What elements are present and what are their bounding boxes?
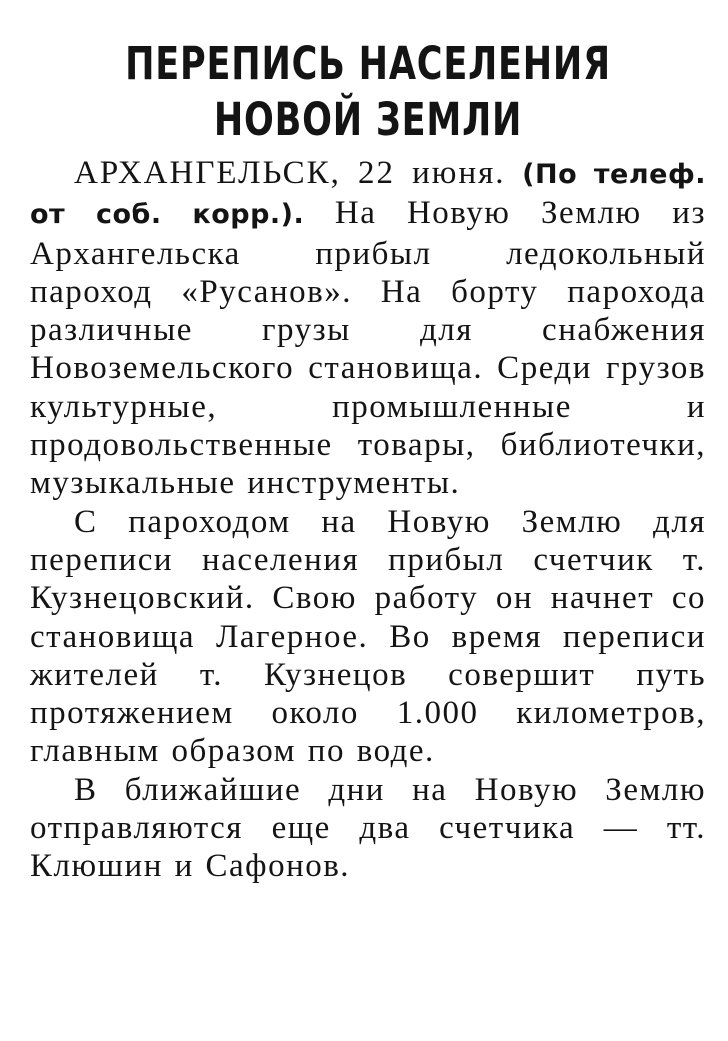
article-paragraph-1: [30, 154, 706, 503]
paragraph-1-text: На Новую Землю из Архангельска прибыл ледокольный пароход «Русанов». На борту парохода различные грузы для снабжения Новоземельского становища. Среди грузов культурные, промышленные и продовольственные товары, библиотечки, музыкальные инструменты.: [30, 195, 706, 502]
headline-line-1: ПЕРЕПИСЬ НАСЕЛЕНИЯ: [125, 37, 611, 90]
dateline: АРХАНГЕЛЬСК, 22 июня.: [74, 155, 506, 191]
headline-line-2: НОВОЙ ЗЕМЛИ: [213, 93, 523, 146]
news-article: [30, 36, 706, 886]
article-paragraph-3: В ближайшие дни на Новую Землю отправляются еще два счетчика — тт. Клюшин и Сафонов.: [30, 771, 706, 885]
article-paragraph-2: С пароходом на Новую Землю для переписи населения прибыл счетчик т. Кузнецовский. Свою работу он начнет со становища Лагерное. Во время переписи жителей т. Кузнецов совершит путь протяжением около 1.000 километров, главным образом по воде.: [30, 503, 706, 770]
article-headline: [104, 36, 631, 148]
article-body: [30, 154, 706, 886]
byline: (По телеф. от соб. корр.).: [30, 159, 706, 231]
